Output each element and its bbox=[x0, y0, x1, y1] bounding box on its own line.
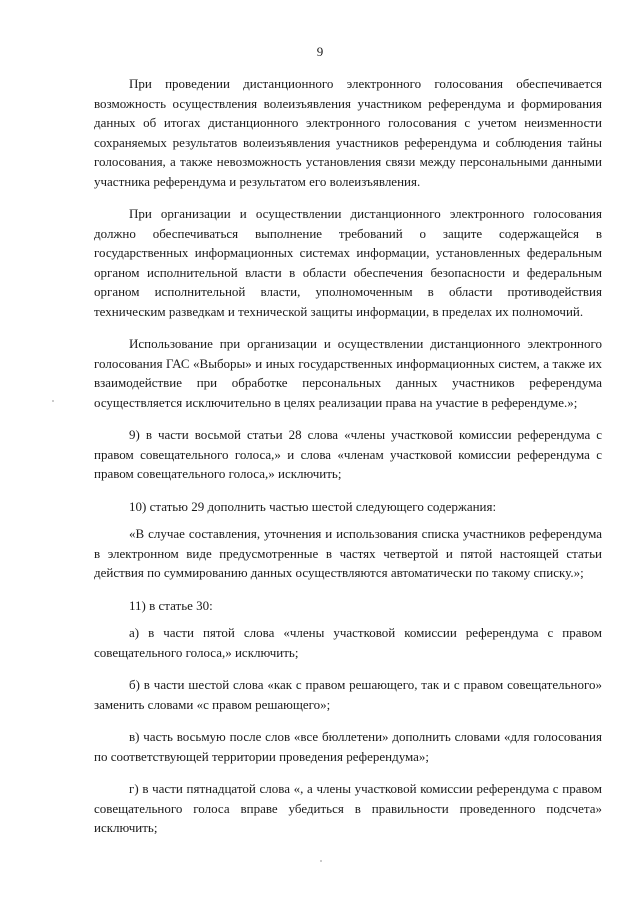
paragraph: в) часть восьмую после слов «все бюллетени» дополнить словами «для голосования по соответствующей территории проведения референдума»; bbox=[94, 729, 602, 764]
paragraph: б) в части шестой слова «как с правом решающего, так и с правом совещательного» заменить словами «с правом решающего»; bbox=[94, 677, 602, 712]
document-body bbox=[94, 74, 602, 851]
paragraph: 11) в статье 30: bbox=[129, 597, 213, 613]
paragraph: Использование при организации и осуществлении дистанционного электронного голосования ГАС «Выборы» и иных государственных информационных систем, а также их взаимодействие при обработке персональных данных участников референдума осуществляется исключительно в целях реализации права на участие в референдуме.»; bbox=[94, 336, 602, 410]
paragraph: а) в части пятой слова «члены участковой комиссии референдума с правом совещательного голоса,» исключить; bbox=[94, 625, 602, 660]
paragraph: 10) статью 29 дополнить частью шестой следующего содержания: bbox=[129, 498, 497, 514]
paragraph: 9) в части восьмой статьи 28 слова «члены участковой комиссии референдума с правом совещательного голоса,» и слова «членам участковой комиссии референдума с правом совещательного голоса,» исключить; bbox=[94, 427, 602, 481]
paragraph: При проведении дистанционного электронного голосования обеспечивается возможность осуществления волеизъявления участником референдума и формирования данных об итогах дистанционного электронного голосования с учетом неизменности сохраняемых результатов волеизъявления участников референдума и соблюдения тайны голосования, а также невозможность установления связи между персональными данными участника референдума и результатом его волеизъявления. bbox=[94, 76, 602, 189]
paragraph: «В случае составления, уточнения и использования списка участников референдума в электронном виде предусмотренные в частях четвертой и пятой настоящей статьи действия по суммированию данных осуществляются автоматически по такому списку.»; bbox=[94, 526, 602, 580]
paragraph: г) в части пятнадцатой слова «, а члены участковой комиссии референдума с правом совещательного голоса вправе убедиться в правильности проведенного подсчета» исключить; bbox=[94, 781, 602, 835]
page-number: 9 bbox=[316, 44, 324, 59]
scan-speck bbox=[320, 860, 322, 862]
scan-speck bbox=[52, 400, 54, 402]
paragraph: При организации и осуществлении дистанционного электронного голосования должно обеспечиваться выполнение требований о защите содержащейся в государственных информационных системах информации, установленных федеральным органом исполнительной власти в области обеспечения безопасности и федеральным органом исполнительной власти, уполномоченным в области противодействия техническим разведкам и технической защиты информации, в пределах их полномочий. bbox=[94, 206, 602, 319]
